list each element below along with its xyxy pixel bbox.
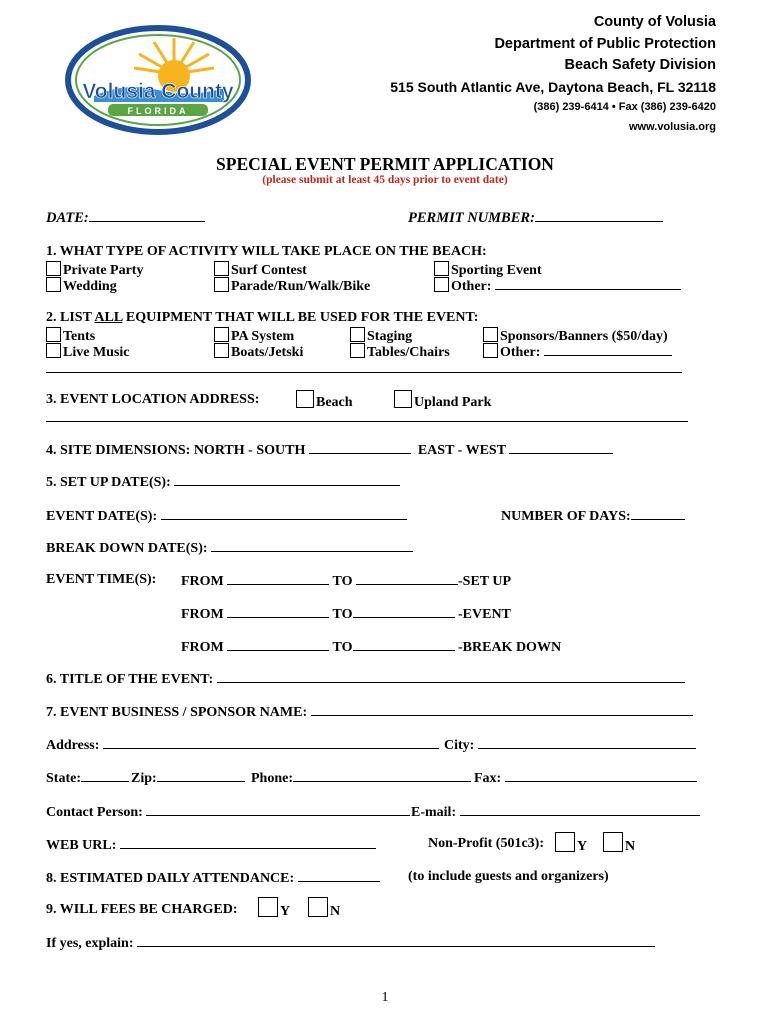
q1-option-parade[interactable]: Parade/Run/Walk/Bike bbox=[214, 277, 370, 295]
q1-option-other[interactable]: Other: bbox=[434, 277, 681, 295]
zip-field[interactable] bbox=[131, 769, 245, 787]
event-dates-label: EVENT DATE(S): bbox=[46, 509, 158, 524]
east-west-label: EAST - WEST bbox=[417, 443, 506, 458]
q3-option-beach[interactable]: Beach bbox=[296, 390, 353, 411]
event-title-field[interactable] bbox=[46, 670, 685, 688]
q4-label: 4. SITE DIMENSIONS: NORTH - SOUTH bbox=[46, 443, 306, 458]
checkbox[interactable] bbox=[603, 832, 623, 852]
header-org1: County of Volusia bbox=[593, 14, 716, 30]
q1-label: 1. WHAT TYPE OF ACTIVITY WILL TAKE PLACE ON THE BEACH: bbox=[46, 244, 487, 259]
permit-number-field[interactable] bbox=[408, 209, 663, 227]
q2-option-sponsors-banners[interactable]: Sponsors/Banners ($50/day) bbox=[483, 327, 668, 345]
date-field[interactable] bbox=[46, 209, 205, 227]
header-org3: Beach Safety Division bbox=[564, 57, 716, 73]
zip-label: Zip: bbox=[131, 771, 157, 786]
q4-field[interactable] bbox=[46, 441, 613, 459]
logo-sub: FLORIDA bbox=[127, 106, 189, 116]
q2-option-pa-system[interactable]: PA System bbox=[214, 327, 294, 345]
checkbox[interactable] bbox=[394, 390, 412, 408]
q2-option-tables-chairs[interactable]: Tables/Chairs bbox=[350, 343, 450, 361]
phone-label: Phone: bbox=[251, 771, 293, 786]
logo-name: Volusia County bbox=[82, 80, 234, 103]
q5-label: 5. SET UP DATE(S): bbox=[46, 475, 171, 490]
web-url-field[interactable] bbox=[46, 836, 376, 854]
q2-label: 2. LIST ALL EQUIPMENT THAT WILL BE USED FOR THE EVENT: bbox=[46, 310, 479, 325]
q3-address-line[interactable] bbox=[46, 421, 688, 422]
nonprofit-no[interactable]: N bbox=[603, 832, 635, 855]
q2-option-other[interactable]: Other: bbox=[483, 343, 672, 361]
q3-option-upland-park[interactable]: Upland Park bbox=[394, 390, 491, 411]
break-down-label: BREAK DOWN DATE(S): bbox=[46, 541, 208, 556]
state-field[interactable] bbox=[46, 769, 129, 787]
checkbox[interactable] bbox=[46, 327, 61, 342]
city-field[interactable] bbox=[444, 736, 696, 754]
checkbox[interactable] bbox=[46, 277, 61, 292]
checkbox[interactable] bbox=[483, 343, 498, 358]
checkbox[interactable] bbox=[350, 343, 365, 358]
email-label: E-mail: bbox=[411, 805, 457, 820]
q2-option-live-music[interactable]: Live Music bbox=[46, 343, 130, 361]
checkbox[interactable] bbox=[46, 261, 61, 276]
permit-label: PERMIT NUMBER: bbox=[408, 210, 535, 226]
volusia-county-logo bbox=[64, 24, 252, 136]
time-row-setup[interactable]: FROM TO -SET UP bbox=[181, 574, 512, 589]
form-title: SPECIAL EVENT PERMIT APPLICATION bbox=[216, 154, 554, 174]
q8-label: 8. ESTIMATED DAILY ATTENDANCE: bbox=[46, 871, 295, 886]
checkbox[interactable] bbox=[308, 897, 328, 917]
explain-label: If yes, explain: bbox=[46, 936, 134, 951]
number-of-days-field[interactable] bbox=[501, 507, 685, 525]
explain-field[interactable] bbox=[46, 934, 655, 952]
q1-option-surf-contest[interactable]: Surf Contest bbox=[214, 261, 307, 279]
q3-label: 3. EVENT LOCATION ADDRESS: bbox=[46, 392, 260, 407]
q2-other-line[interactable] bbox=[46, 372, 682, 373]
fees-no[interactable]: N bbox=[308, 897, 340, 920]
checkbox[interactable] bbox=[434, 277, 449, 292]
email-field[interactable] bbox=[411, 803, 700, 821]
time-row-event[interactable]: FROM TO -EVENT bbox=[181, 607, 511, 622]
checkbox[interactable] bbox=[214, 343, 229, 358]
checkbox[interactable] bbox=[258, 897, 278, 917]
address-field[interactable] bbox=[46, 736, 439, 754]
q1-option-private-party[interactable]: Private Party bbox=[46, 261, 143, 279]
break-down-dates-field[interactable] bbox=[46, 539, 413, 557]
q9-label: 9. WILL FEES BE CHARGED: bbox=[46, 902, 238, 917]
q1-option-wedding[interactable]: Wedding bbox=[46, 277, 117, 295]
sponsor-name-field[interactable] bbox=[46, 703, 693, 721]
q7-label: 7. EVENT BUSINESS / SPONSOR NAME: bbox=[46, 705, 308, 720]
web-url-label: WEB URL: bbox=[46, 838, 117, 853]
fax-label: Fax: bbox=[474, 771, 502, 786]
header-phone: (386) 239-6414 • Fax (386) 239-6420 bbox=[533, 101, 716, 113]
q2-option-boats-jetski[interactable]: Boats/Jetski bbox=[214, 343, 303, 361]
set-up-date-field[interactable] bbox=[46, 473, 400, 491]
header-org2: Department of Public Protection bbox=[494, 36, 716, 52]
q1-option-sporting-event[interactable]: Sporting Event bbox=[434, 261, 542, 279]
attendance-field[interactable] bbox=[46, 869, 380, 887]
phone-field[interactable] bbox=[251, 769, 471, 787]
date-label: DATE: bbox=[46, 210, 89, 226]
q6-label: 6. TITLE OF THE EVENT: bbox=[46, 672, 214, 687]
fax-field[interactable] bbox=[474, 769, 697, 787]
header-address: 515 South Atlantic Ave, Daytona Beach, FL 32118 bbox=[390, 79, 716, 95]
logo-graphic bbox=[64, 24, 252, 136]
checkbox[interactable] bbox=[434, 261, 449, 276]
page-number: 1 bbox=[381, 990, 389, 1005]
checkbox[interactable] bbox=[46, 343, 61, 358]
checkbox[interactable] bbox=[214, 277, 229, 292]
checkbox[interactable] bbox=[350, 327, 365, 342]
address-label: Address: bbox=[46, 738, 100, 753]
checkbox[interactable] bbox=[483, 327, 498, 342]
event-dates-field[interactable] bbox=[46, 507, 407, 525]
q2-option-staging[interactable]: Staging bbox=[350, 327, 412, 345]
state-label: State: bbox=[46, 771, 81, 786]
header-web: www.volusia.org bbox=[629, 121, 716, 133]
q2-option-tents[interactable]: Tents bbox=[46, 327, 95, 345]
city-label: City: bbox=[444, 738, 475, 753]
number-of-days-label: NUMBER OF DAYS: bbox=[501, 509, 631, 524]
checkbox[interactable] bbox=[214, 261, 229, 276]
form-subtitle: (please submit at least 45 days prior to event date) bbox=[262, 174, 508, 186]
time-row-breakdown[interactable]: FROM TO -BREAK DOWN bbox=[181, 640, 562, 655]
checkbox[interactable] bbox=[555, 832, 575, 852]
checkbox[interactable] bbox=[214, 327, 229, 342]
q8-note: (to include guests and organizers) bbox=[408, 869, 609, 884]
nonprofit-label: Non-Profit (501c3): bbox=[428, 836, 544, 851]
checkbox[interactable] bbox=[296, 390, 314, 408]
contact-person-field[interactable] bbox=[46, 803, 410, 821]
fees-yes[interactable]: Y bbox=[258, 897, 290, 920]
contact-label: Contact Person: bbox=[46, 805, 143, 820]
event-times-label: EVENT TIME(S): bbox=[46, 572, 157, 587]
nonprofit-yes[interactable]: Y bbox=[555, 832, 587, 855]
